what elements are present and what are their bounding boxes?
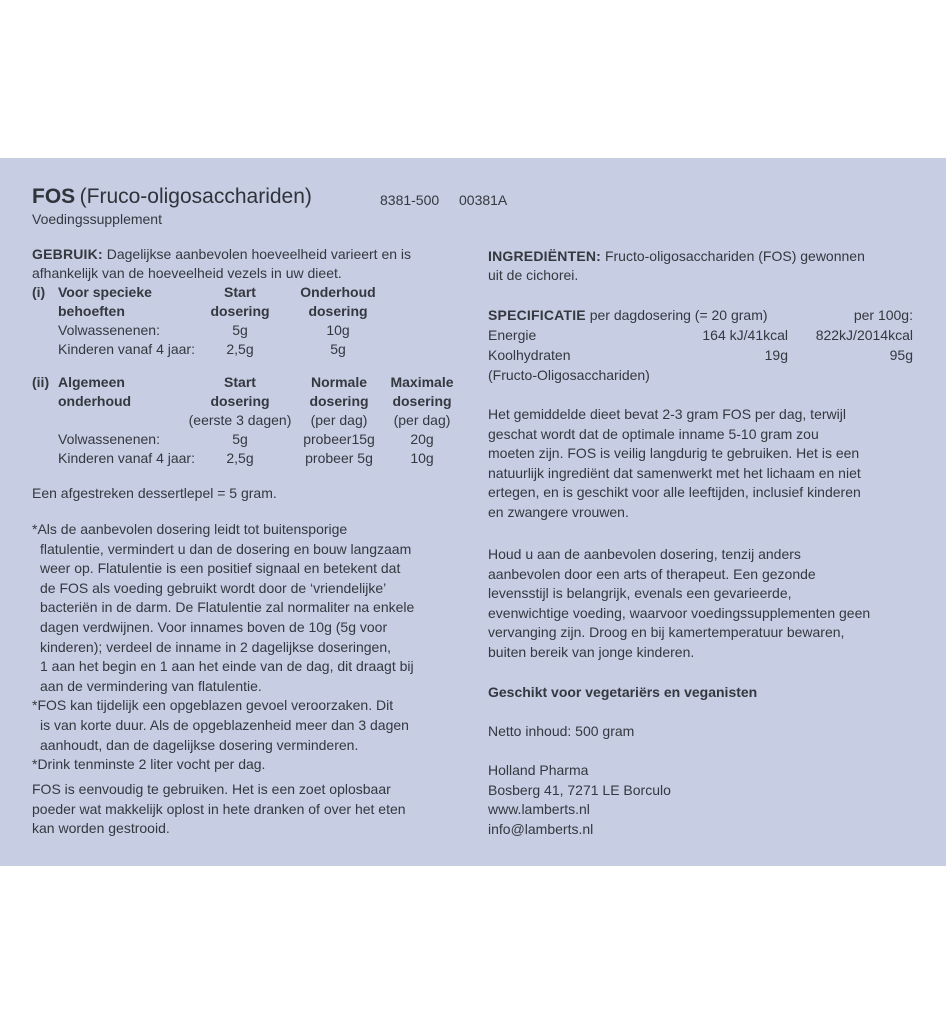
info-line: levensstijl is belangrijk, evenals een gevarieerde, xyxy=(488,585,792,602)
gebruik-line-2: afhankelijk van de hoeveelheid vezels in uw dieet. xyxy=(32,265,342,281)
label-header xyxy=(32,185,312,209)
table1-col2-header-1: Onderhoud xyxy=(300,284,376,300)
company-name: Holland Pharma xyxy=(488,762,589,778)
notes-line: 1 aan het begin en 1 aan het einde van de dag, dit draagt bij xyxy=(40,658,414,675)
info-line: Houd u aan de aanbevolen dosering, tenzij anders xyxy=(488,546,801,562)
info-line: en zwangere vrouwen. xyxy=(488,503,629,520)
table2-col2-header-2: dosering xyxy=(309,393,369,409)
table2-row-label: Kinderen vanaf 4 jaar: xyxy=(58,450,195,466)
specificatie-header: SPECIFICATIE per dagdosering (= 20 gram) xyxy=(488,307,768,323)
table1-cell: 5g xyxy=(232,322,248,338)
spec-row-per100: 822kJ/2014kcal xyxy=(815,327,913,343)
table2-cell: 2,5g xyxy=(226,450,254,466)
table2-col1-header-1: Start xyxy=(224,374,256,390)
info-line: vervanging zijn. Droog en bij kamertemperatuur bewaren, xyxy=(488,624,845,641)
table2-cell: 20g xyxy=(410,431,434,447)
table2-number: (ii) xyxy=(32,374,50,390)
notes-line: bacteriën in de darm. De Flatulentie zal normaliter na enkele xyxy=(40,599,415,616)
spec-row-name: Energie xyxy=(488,327,537,343)
company-website: www.lamberts.nl xyxy=(488,801,590,818)
notes-line: aanhoudt, dan de dagelijkse dosering verminderen. xyxy=(40,736,359,753)
table1-col1-header-2: dosering xyxy=(210,303,270,319)
info-line: evenwichtige voeding, waarvoor voedingssupplementen geen xyxy=(488,604,871,621)
table2-col2-header-3: (per dag) xyxy=(310,412,368,428)
product-code-1: 8381-500 xyxy=(380,192,440,208)
table2-col3-header-2: dosering xyxy=(392,393,452,409)
table2-cell: probeer15g xyxy=(303,431,375,447)
notes-line: flatulentie, vermindert u dan de dosering en bouw langzaam xyxy=(40,540,412,557)
spec-row-name: Koolhydraten xyxy=(488,347,571,363)
netto-content: Netto inhoud: 500 gram xyxy=(488,723,635,739)
company-address: Bosberg 41, 7271 LE Borculo xyxy=(488,781,671,798)
notes-line: *FOS kan tijdelijk een opgeblazen gevoel veroorzaken. Dit xyxy=(32,697,394,714)
spec-row-dose: 164 kJ/41kcal xyxy=(702,327,788,343)
company-block xyxy=(488,761,671,839)
table1-cell: 10g xyxy=(326,322,350,338)
usage-block xyxy=(32,780,406,839)
info-line: buiten bereik van jonge kinderen. xyxy=(488,643,695,660)
spec-row-per100: 95g xyxy=(889,347,913,363)
info-paragraph-2 xyxy=(488,545,870,663)
notes-line: aan de vermindering van flatulentie. xyxy=(40,677,262,694)
usage-line: kan worden gestrooid. xyxy=(32,820,170,837)
info-line: ertegen, en is geschikt voor alle leeftijden, inclusief kinderen xyxy=(488,484,861,501)
table1-col2-header-2: dosering xyxy=(308,303,368,319)
info-line: natuurlijk ingrediënt dat samenwerkt met het lichaam en niet xyxy=(488,464,861,481)
table2-row-label: Volwassenenen: xyxy=(58,431,160,447)
vegetarian-note: Geschikt voor vegetariërs en veganisten xyxy=(488,684,758,700)
table1-cell: 2,5g xyxy=(226,341,254,357)
notes-line: kinderen); verdeel de inname in 2 dagelijkse doseringen, xyxy=(40,638,391,655)
product-name: FOS xyxy=(32,185,76,208)
specificatie-per100-header: per 100g: xyxy=(853,307,913,323)
notes-block xyxy=(32,520,414,775)
table2-col1-header-2: dosering xyxy=(210,393,270,409)
table2-title-1: Algemeen xyxy=(58,374,125,390)
table1-number: (i) xyxy=(32,284,46,300)
table2-col1-header-3: (eerste 3 dagen) xyxy=(188,412,292,428)
table2-cell: 10g xyxy=(410,450,434,466)
notes-line: *Als de aanbevolen dosering leidt tot buitensporige xyxy=(32,521,348,537)
ingredienten-line-2: uit de cichorei. xyxy=(488,267,579,283)
info-paragraph-1 xyxy=(488,405,861,523)
product-code-2: 00381A xyxy=(459,192,508,208)
specificatie-label: SPECIFICATIE xyxy=(488,307,586,323)
notes-line: is van korte duur. Als de opgeblazenheid meer dan 3 dagen xyxy=(40,716,409,733)
info-line: moeten zijn. FOS is veilig langdurig te gebruiken. Het is een xyxy=(488,445,860,462)
table1-title-1: Voor specieke xyxy=(58,284,152,300)
ingredienten-line-1: INGREDIËNTEN: Fructo-oligosacchariden (FOS) gewonnen xyxy=(488,248,865,264)
company-email: info@lamberts.nl xyxy=(488,820,594,837)
table2-col3-header-1: Maximale xyxy=(390,374,454,390)
table1-cell: 5g xyxy=(330,341,346,357)
info-line: aanbevolen door een arts of therapeut. Een gezonde xyxy=(488,565,816,582)
info-line: Het gemiddelde dieet bevat 2-3 gram FOS per dag, terwijl xyxy=(488,406,846,422)
usage-line: FOS is eenvoudig te gebruiken. Het is een zoet oplosbaar xyxy=(32,781,391,797)
ingredienten-label: INGREDIËNTEN: xyxy=(488,248,602,264)
table2-col3-header-3: (per dag) xyxy=(393,412,451,428)
table1-title-2: behoeften xyxy=(58,303,125,319)
notes-line: weer op. Flatulentie is een positief signaal en betekent dat xyxy=(40,560,401,577)
table2-cell: probeer 5g xyxy=(305,450,373,466)
product-subtitle: Voedingssupplement xyxy=(32,211,162,227)
table2-cell: 5g xyxy=(232,431,248,447)
table1-col1-header-1: Start xyxy=(224,284,256,300)
notes-line: dagen verdwijnen. Voor innames boven de 10g (5g voor xyxy=(40,618,388,635)
usage-line: poeder wat makkelijk oplost in hete dranken of over het eten xyxy=(32,800,406,817)
spec-row-dose: 19g xyxy=(764,347,788,363)
table2-title-2: onderhoud xyxy=(58,393,132,409)
info-line: geschat wordt dat de optimale inname 5-10 gram zou xyxy=(488,425,819,442)
spec-row-note: (Fructo-Oligosacchariden) xyxy=(488,367,650,383)
table1-row-label: Kinderen vanaf 4 jaar: xyxy=(58,341,195,357)
product-full-name: (Fruco-oligosacchariden) xyxy=(79,185,312,208)
notes-line: de FOS als voeding gebruikt wordt door de ‘vriendelijke’ xyxy=(40,579,387,596)
notes-line: *Drink tenminste 2 liter vocht per dag. xyxy=(32,756,266,773)
gebruik-label: GEBRUIK: xyxy=(32,246,103,262)
table1-row-label: Volwassenenen: xyxy=(58,322,160,338)
dessertlepel-note: Een afgestreken dessertlepel = 5 gram. xyxy=(32,485,277,501)
table2-col2-header-1: Normale xyxy=(310,374,368,390)
gebruik-line-1: GEBRUIK: Dagelijkse aanbevolen hoeveelheid varieert en is xyxy=(32,246,412,262)
